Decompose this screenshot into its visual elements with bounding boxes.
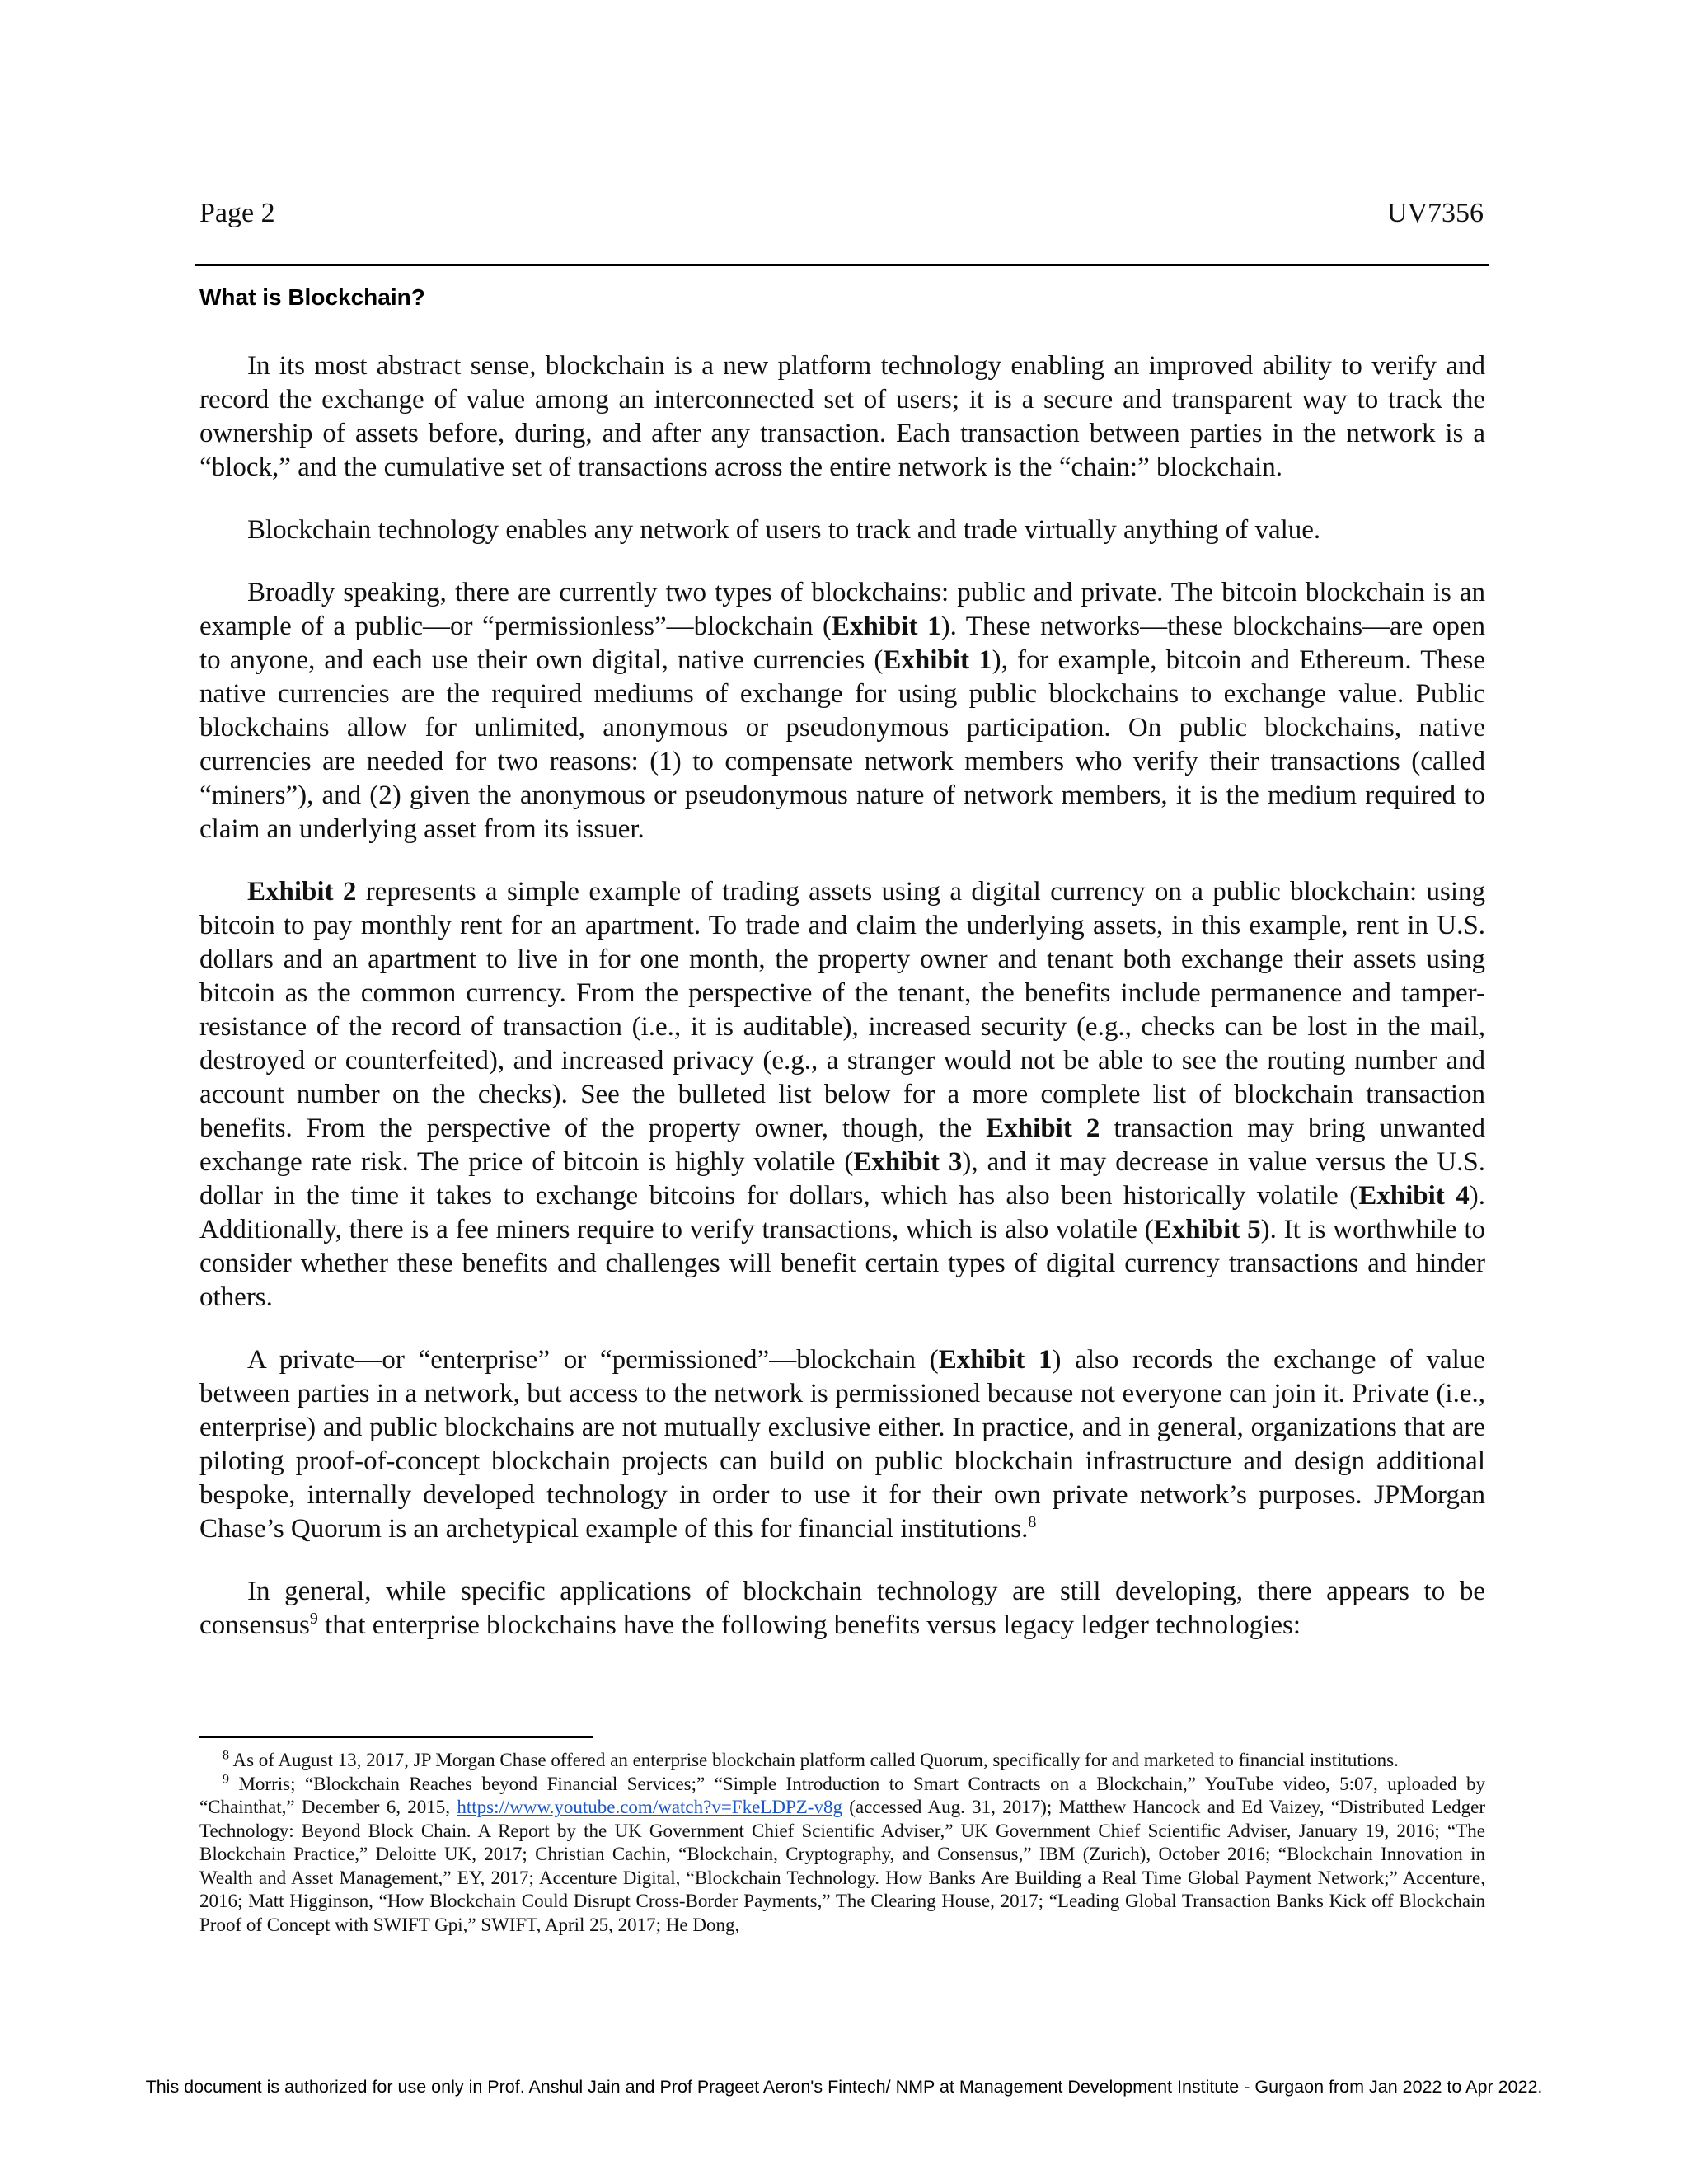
footnote-9-marker: 9 (309, 1610, 318, 1628)
footnote-separator (199, 1736, 593, 1738)
footnotes (199, 1749, 1485, 1937)
paragraph-4-text: ). It is worthwhile to consider whether these benefits and challenges will benefit certain types of digital currency transactions and hinder others. (199, 1215, 1486, 1312)
authorization-notice: This document is authorized for use only in Prof. Anshul Jain and Prof Prageet Aeron's Fintech/ NMP at Management Development Institute - Gurgaon from Jan 2022 to Apr 2022. (145, 2077, 1543, 2097)
exhibit-2-reference: Exhibit 2 (247, 877, 357, 907)
paragraph-3-text: Broadly speaking, there are currently two types of blockchains: public and private. The bitcoin blockchain is an example of a public—or “permissionless”—blockchain ( (199, 578, 1485, 641)
youtube-link[interactable]: https://www.youtube.com/watch?v=FkeLDPZ-v8g (457, 1797, 842, 1817)
exhibit-2-reference: Exhibit 2 (986, 1113, 1100, 1143)
paragraph-4-text: represents a simple example of trading assets using a digital currency on a public blockchain: using bitcoin to pay monthly rent for an apartment. To trade and claim the underlying assets, in this example, rent in U.S. dollars and an apartment to live in for one month, the property owner and tenant both exchange their assets using bitcoin as the common currency. From the perspective of the tenant, the benefits include permanence and tamper-resistance of the record of transaction (i.e., it is auditable), increased security (e.g., checks can be lost in the mail, destroyed or counterfeited), and increased privacy (e.g., a stranger would not be able to see the routing number and account number on the checks). See the bulleted list below for a more complete list of blockchain transaction benefits. From the perspective of the property owner, though, the (199, 877, 1485, 1143)
section-heading: What is Blockchain? (199, 284, 425, 310)
paragraph-6-text: In general, while specific applications of blockchain technology are still developing, there appears to be consensus (199, 1577, 1485, 1640)
paragraph-2 (199, 513, 1485, 547)
paragraph-2-text: Blockchain technology enables any network of users to track and trade virtually anything of value. (247, 515, 1321, 545)
exhibit-1-reference: Exhibit 1 (938, 1345, 1053, 1375)
exhibit-5-reference: Exhibit 5 (1153, 1215, 1261, 1244)
footnote-9 (199, 1773, 1485, 1938)
exhibit-4-reference: Exhibit 4 (1358, 1181, 1470, 1211)
paragraph-4-text: ), and it may decrease in value versus the U.S. dollar in the time it takes to exchange bitcoins for dollars, which has also been historically volatile ( (199, 1147, 1485, 1211)
footnote-9-text: Morris; “Blockchain Reaches beyond Financial Services;” “Simple Introduction to Smart Contracts on a Blockchain,” YouTube video, 5:07, uploaded by “Chainthat,” December 6, 2015, (199, 1773, 1485, 1817)
paragraph-5-text: A private—or “enterprise” or “permissioned”—blockchain ( (247, 1345, 939, 1375)
exhibit-1-reference: Exhibit 1 (883, 645, 992, 675)
paragraph-3-text: ), for example, bitcoin and Ethereum. These native currencies are the required mediums of exchange for using public blockchains to exchange value. Public blockchains allow for unlimited, anonymous or pseudonymous participation. On public blockchains, native currencies are needed for two reasons: (1) to compensate network members who verify their transactions (called “miners”), and (2) given the anonymous or pseudonymous nature of network members, it is the medium required to claim an underlying asset from its issuer. (199, 645, 1485, 844)
paragraph-5 (199, 1343, 1485, 1546)
paragraph-1-text: In its most abstract sense, blockchain is a new platform technology enabling an improved ability to verify and record the exchange of value among an interconnected set of users; it is a secure and transparent way to track the ownership of assets before, during, and after any transaction. Each transaction between parties in the network is a “block,” and the cumulative set of transactions across the entire network is the “chain:” blockchain. (199, 351, 1485, 482)
paragraph-1 (199, 349, 1485, 485)
paragraph-4-text: ). Additionally, there is a fee miners require to verify transactions, which is also volatile ( (199, 1181, 1485, 1244)
footnote-9-text: (accessed Aug. 31, 2017); Matthew Hancock and Ed Vaizey, “Distributed Ledger Technology: Beyond Block Chain. A Report by the UK Government Chief Scientific Adviser,” UK Government Chief Scientific Adviser, January 19, 2016; “The Blockchain Practice,” Deloitte UK, 2017; Christian Cachin, “Blockchain, Cryptography, and Consensus,” IBM (Zurich), October 2016; “Blockchain Innovation in Wealth and Asset Management,” EY, 2017; Accenture Digital, “Blockchain Technology. How Banks Are Building a Real Time Global Payment Network;” Accenture, 2016; Matt Higginson, “How Blockchain Could Disrupt Cross-Border Payments,” The Clearing House, 2017; “Leading Global Transaction Banks Kick off Blockchain Proof of Concept with SWIFT Gpi,” SWIFT, April 25, 2017; He Dong, (199, 1797, 1486, 1935)
paragraph-4-text: transaction may bring unwanted exchange rate risk. The price of bitcoin is highly volatile ( (199, 1113, 1486, 1177)
paragraph-5-text: ) also records the exchange of value between parties in a network, but access to the network is permissioned because not everyone can join it. Private (i.e., enterprise) and public blockchains are not mutually exclusive either. In practice, and in general, organizations that are piloting proof-of-concept blockchain projects can build on public blockchain infrastructure and design additional bespoke, internally developed technology in order to use it for their own private network’s purposes. JPMorgan Chase’s Quorum is an archetypical example of this for financial institutions. (199, 1345, 1485, 1544)
exhibit-3-reference: Exhibit 3 (853, 1147, 963, 1177)
footnote-8 (199, 1749, 1485, 1773)
body-text (199, 349, 1485, 1671)
footnote-9-number: 9 (223, 1771, 229, 1786)
case-code: UV7356 (1386, 198, 1484, 228)
paragraph-3 (199, 576, 1485, 846)
paragraph-6-text: that enterprise blockchains have the following benefits versus legacy ledger technologies: (317, 1610, 1301, 1640)
paragraph-4 (199, 875, 1485, 1315)
exhibit-1-reference: Exhibit 1 (831, 612, 941, 641)
footnote-8-number: 8 (223, 1748, 229, 1763)
page-header (195, 198, 1489, 266)
paragraph-3-text: ). These networks—these blockchains—are open to anyone, and each use their own digital, native currencies ( (199, 612, 1486, 675)
paragraph-6 (199, 1575, 1485, 1643)
footnote-8-marker: 8 (1028, 1513, 1037, 1531)
footnote-8-text: As of August 13, 2017, JP Morgan Chase offered an enterprise blockchain platform called Quorum, specifically for and marketed to financial institutions. (229, 1750, 1399, 1770)
page-number: Page 2 (199, 198, 275, 228)
